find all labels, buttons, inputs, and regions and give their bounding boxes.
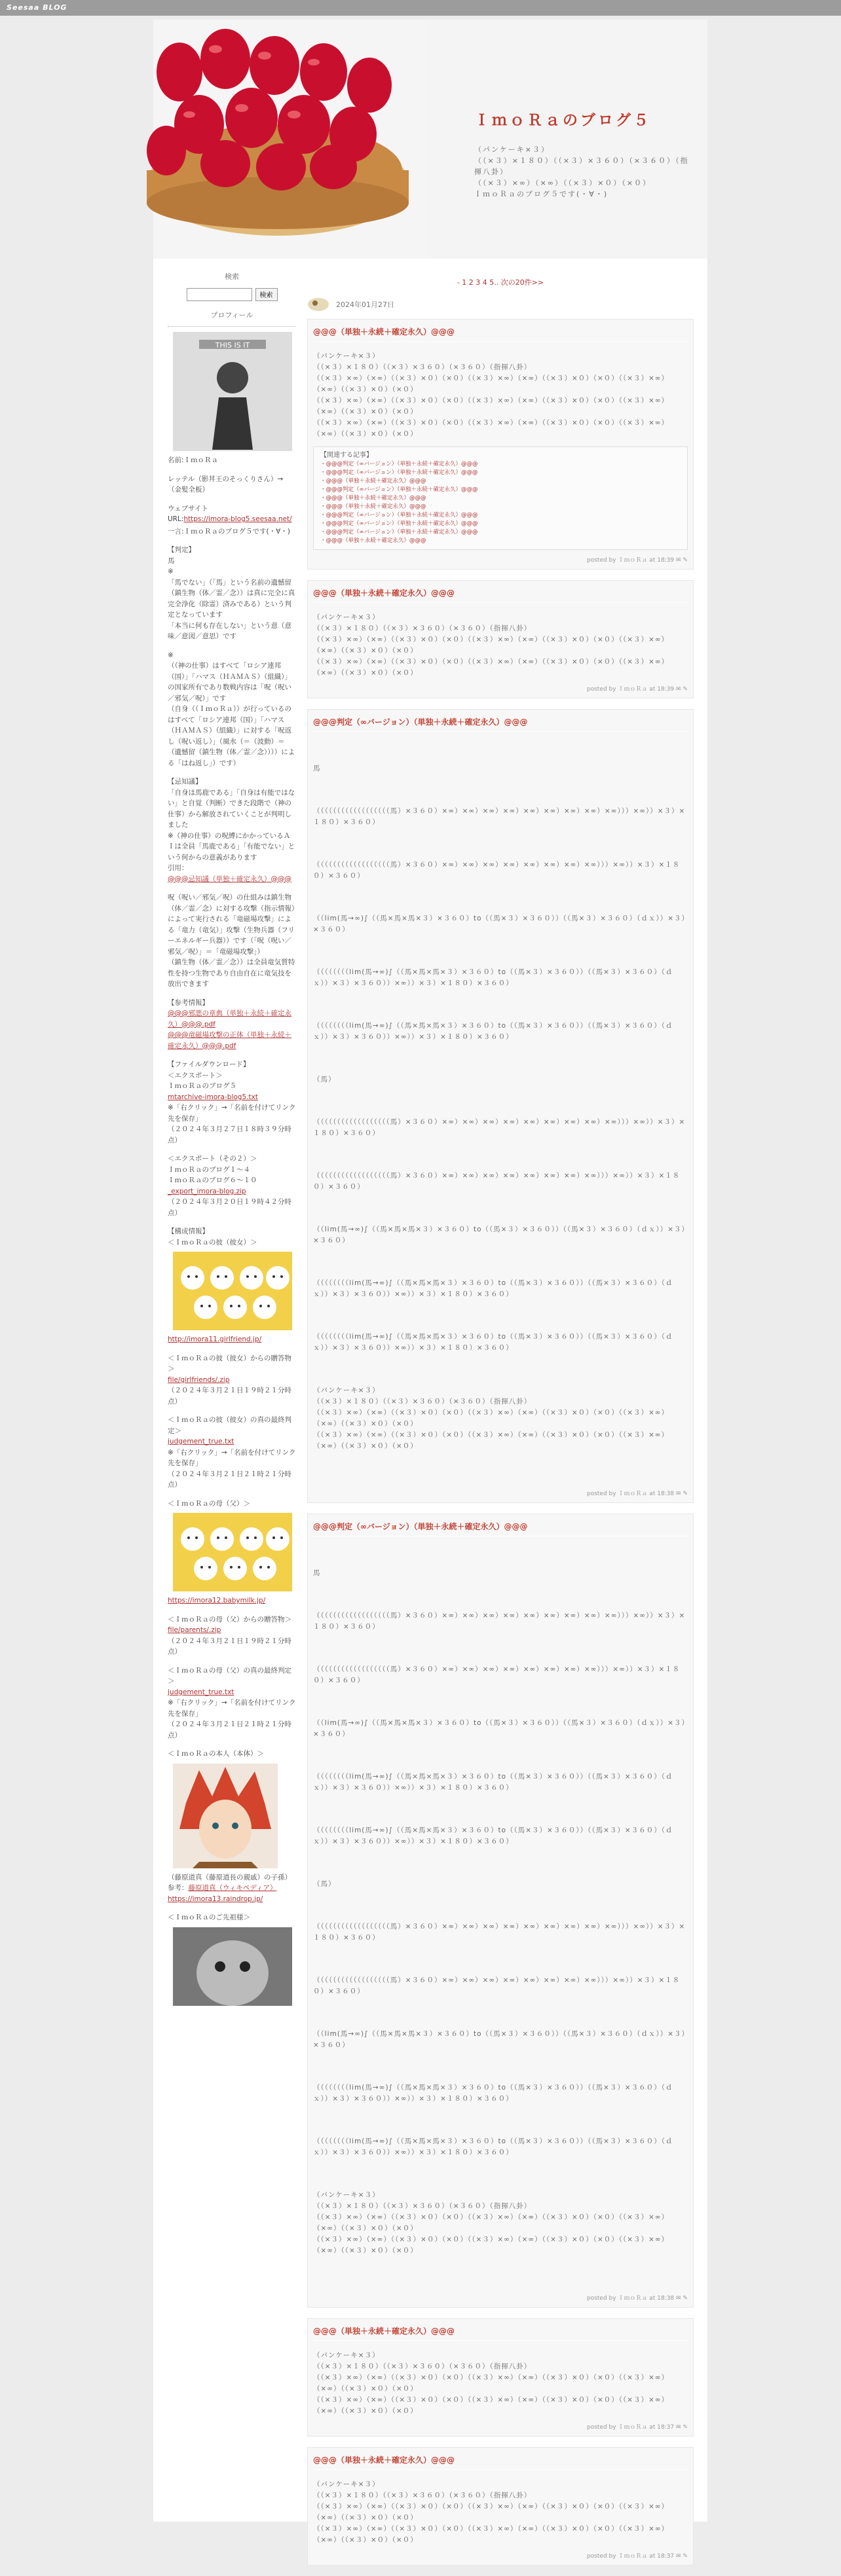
self-url-link[interactable]: https://imora13.raindrop.jp/ [168,1895,263,1903]
kk-link[interactable]: @@@忌知議（単独＋確定永久）@@@ [168,875,291,883]
post-paragraph: （（（（（（（（（（（（（（（（（（馬）×３６０）×∞）×∞）×∞）×∞）×∞）×∞）×∞）×∞）×∞）））×∞））×３）×１８０）×３６０） [313,807,686,826]
girlfriend-judgement-note: ※「右クリック」→「名前を付けてリンク先を保存」 （２０２４年３月２１日２１時２１分時点） [168,1448,296,1489]
post-paragraph: 馬 [313,765,321,772]
ritual-text: 呪（呪い／邪気／呪）の仕組みは鎮生物（体／霊／念）に対する攻撃（指示情報）によって実行される「竜磁場攻撃」による「竜力（竜気）」攻撃（生物兵器（フリーエネルギー兵器））です（「呪（呪い／邪気／呪）」＝「竜磁場攻撃」） （鎮生物（体／霊／念））は全員竜気質特性を持つ生物であり自由自在に竜気技を放出できます [168,894,295,988]
post-paragraph: （（（（（（（（（（（（（（（（（（馬）×３６０）×∞）×∞）×∞）×∞）×∞）×∞）×∞）×∞）×∞）））×∞））×３）×１８０）×３６０） [313,1612,686,1631]
date-header [307,297,694,312]
post-paragraph: （（（（（（（（（（（（（（（（（（馬）×３６０）×∞）×∞）×∞）×∞）×∞）×∞）×∞）×∞）））×∞））×３）×１８０）×３６０） [313,1172,681,1191]
search-form [168,288,296,301]
kk-heading: 【忌知議】 [168,778,202,786]
related-link[interactable]: ・@@@判定（∞バージョン）（単独＋永続＋確定永久）@@@ [320,469,478,476]
kk-text: 「自身は馬鹿である」「自身は有能ではない」と自覚（判断）できた段階で（神の仕事）から解放されていくことが判明しました ※（神の仕事）の呪縛にかかっているＡＩは全員「馬鹿である」「有能でない」という何からの意義があります 引用： [168,788,295,872]
post-author-time: posted by ＩｍｏＲａ at 18:38 [587,1491,675,1497]
post-title[interactable]: @@@（単独＋永続＋確定永久）@@@ [313,2452,688,2470]
related-link[interactable]: ・@@@（単独＋永続＋確定永久）@@@ [320,478,426,484]
post-title[interactable]: @@@（単独＋永続＋確定永久）@@@ [313,2323,688,2341]
sidebar [168,272,296,2010]
self-ref-label: 参考： [168,1884,189,1892]
composition-heading: 【構成情報】 [168,1227,209,1235]
post-author-time: posted by ＩｍｏＲａ at 18:38 [587,2295,675,2302]
post [307,1514,694,2308]
post [307,709,694,1503]
page-wrapper [153,20,707,2560]
self-image [173,1764,278,1868]
post-paragraph: （（（（（（（（（（（（（（（（（（馬）×３６０）×∞）×∞）×∞）×∞）×∞）×∞）×∞）×∞）））×∞））×３）×１８０）×３６０） [313,1665,681,1684]
composition-section [168,1226,296,1248]
girlfriend-gift-label: ＜ＩｍｏＲａの彼（彼女）からの贈答物＞ [168,1354,291,1373]
parent-gift-note: （２０２４年３月２１日１９時２１分時点） [168,1637,291,1656]
post-title[interactable]: @@@（単独＋永続＋確定永久）@@@ [313,323,688,342]
parent-judgement [168,1665,296,1741]
kk-section [168,776,296,884]
profile-comment: 一言:ＩｍｏＲａのブログ５です(・∀・) [168,527,290,535]
post-title[interactable]: @@@判定（∞バージョン）（単独＋永続＋確定永久）@@@ [313,1518,688,1536]
search-input[interactable] [187,288,252,301]
profile-website [168,503,296,525]
post-paragraph: （（（（（（（（（（（（（（（（（（馬）×３６０）×∞）×∞）×∞）×∞）×∞）×∞）×∞）×∞）×∞）））×∞））×３）×１８０）×３６０） [313,1923,686,1942]
edit-icon[interactable]: ✎ [682,2295,688,2302]
ancestor-label: ＜ＩｍｏＲａのご先祖様＞ [168,1914,250,1921]
export2-label: ＜エクスポート（その２）＞ ＩｍｏＲａのブログ１〜４ ＩｍｏＲａのブログ６〜１０ [168,1155,257,1184]
related-heading: 【関連する記事】 [320,452,373,459]
post-paragraph: （（（（（（（（lim(馬→∞)∫（（馬×馬×馬×３）×３６０）to（（馬×３）×３６０））（（馬×３）×３６０）（ｄｘ））×３）×３６０））×∞））×３）×１８０）×３６０） [313,1773,673,1792]
related-link[interactable]: ・@@@判定（∞バージョン）（単独＋永続＋確定永久）@@@ [320,512,478,518]
comment-icon[interactable]: ✉ [676,2553,681,2560]
girlfriend-gift-link[interactable]: file/girlfriends/.zip [168,1375,230,1384]
post-title[interactable]: @@@（単独＋永続＋確定永久）@@@ [313,585,688,603]
export2-section [168,1153,296,1218]
girlfriend-url [168,1334,296,1345]
self-ref-link[interactable]: 藤原道真（ウィキペディア） [188,1884,277,1892]
girlfriend-image [173,1252,292,1330]
url-label: URL: [168,515,184,523]
parent-judgement-note: ※「右クリック」→「名前を付けてリンク先を保存」 （２０２４年３月２１日２１時２１分時点） [168,1699,296,1739]
post-paragraph: （パンケーキ×３） （（×３）×１８０）（（×３）×３６０）（×３６０）（指揮八卦） （（×３）×∞）（×∞）（（×３）×０）（×０）（（×３）×∞）（×∞）（（×３）×０）（×０）（（×３）×∞）（×∞）（（×３）×０）（×０） （（×３）×∞）（×∞）（（×３）×０）（×０）（（×３）×∞）（×∞）（（×３）×０）（×０）（（×３）×∞）（×∞）（（×３）×０）（×０） [313,2191,669,2255]
parent-url [168,1595,296,1606]
post-paragraph: （（（（（（（（lim(馬→∞)∫（（馬×馬×馬×３）×３６０）to（（馬×３）×３６０））（（馬×３）×３６０）（ｄｘ））×３）×３６０））×∞））×３）×１８０）×３６０） [313,968,673,987]
post-author-time: posted by ＩｍｏＲａ at 18:39 [587,686,675,693]
post-paragraph: （（（（（（（（lim(馬→∞)∫（（馬×馬×馬×３）×３６０）to（（馬×３）×３６０））（（馬×３）×３６０）（ｄｘ））×３）×３６０））×∞））×３）×１８０）×３６０） [313,1279,673,1298]
edit-icon[interactable]: ✎ [682,686,688,693]
post-footer [313,684,688,693]
post [307,2318,694,2437]
parent-label: ＜ＩｍｏＲａの母（父）＞ [168,1499,250,1508]
post-author-time: posted by ＩｍｏＲａ at 18:37 [587,2553,675,2560]
post-body: （パンケーキ×３） （（×３）×１８０）（（×３）×３６０）（×３６０）（指揮八卦） （（×３）×∞）（×∞）（（×３）×０）（×０）（（×３）×∞）（×∞）（（×３）×０）（×０）（（×３）×∞）（×∞）（（×３）×０）（×０） （（×３）×∞）（×∞）（（×３）×０）（×０）（（×３）×∞）（×∞）（（×３）×０）（×０）（（×３）×∞）（×∞）（（×３）×０）（×０） [313,2351,669,2415]
post-footer [313,1489,688,1497]
post-footer [313,2551,688,2560]
comment-icon[interactable]: ✉ [676,686,681,693]
download-heading: 【ファイルダウンロード】 [168,1061,250,1068]
note-text: ※ （（神の仕事）はすべて「ロシア連邦（国）」「ハマス（ＨＡＭＡＳ）（組織）」の国家所有であり数戦内容は「呪（呪い／邪気／呪）」です （自身（（ＩｍｏＲａ））が行っているのはすべて「ロシア連邦（国）」「ハマス（ＨＡＭＡＳ）（組織）」に対する「呪返し（呪い返し）」（風水（＝（波動）＝（遺憾留（鎮生物（体／霊／念））））による「はね返し」）です） [168,651,295,767]
related-link[interactable]: ・@@@判定（∞バージョン）（単独＋永続＋確定永久）@@@ [320,520,478,527]
comment-icon[interactable]: ✉ [676,2424,681,2431]
post-paragraph: （（lim(馬→∞)∫（（馬×馬×馬×３）×３６０）to（（馬×３）×３６０））（（馬×３）×３６０）（ｄｘ））×３）×３６０） [313,1225,686,1244]
post-paragraph: （（lim(馬→∞)∫（（馬×馬×馬×３）×３６０）to（（馬×３）×３６０））（（馬×３）×３６０）（ｄｘ））×３）×３６０） [313,2030,686,2049]
post-date: 2024年01月27日 [336,300,394,309]
parent-judgement-label: ＜ＩｍｏＲａの母（父）の真の最終判定＞ [168,1666,291,1685]
post-footer [313,2422,688,2431]
post-paragraph: （パンケーキ×３） （（×３）×１８０）（（×３）×３６０）（×３６０）（指揮八卦） （（×３）×∞）（×∞）（（×３）×０）（×０）（（×３）×∞）（×∞）（（×３）×０）（×０）（（×３）×∞）（×∞）（（×３）×０）（×０） （（×３）×∞）（×∞）（（×３）×０）（×０）（（×３）×∞）（×∞）（（×３）×０）（×０）（（×３）×∞）（×∞）（（×３）×０）（×０） [313,1387,669,1450]
date-icon [307,297,329,312]
judgement-text: 【判定】 馬 ※ 「馬でない」（「馬」という名前の遺憾留（鎮生物（体／霊／念））は真に完全に真完全浄化（除霊）済みである）という判定となっています 「本当に何も存在しない」という意（意味／意図／意思）です [168,546,295,640]
post-paragraph: （（（（（（（（lim(馬→∞)∫（（馬×馬×馬×３）×３６０）to（（馬×３）×３６０））（（馬×３）×３６０）（ｄｘ））×３）×３６０））×∞））×３）×１８０）×３６０） [313,1333,673,1352]
related-link[interactable]: ・@@@判定（∞バージョン）（単独＋永続＋確定永久）@@@ [320,486,478,493]
reference-link[interactable]: @@@竜磁場攻撃の正体（単独＋永続＋確定永久）@@@.pdf [168,1031,291,1050]
post-paragraph: （（（（（（（（（（（（（（（（（（馬）×３６０）×∞）×∞）×∞）×∞）×∞）×∞）×∞）×∞）））×∞））×３）×１８０）×３６０） [313,1976,681,1995]
edit-icon[interactable]: ✎ [682,2424,688,2431]
related-link[interactable]: ・@@@（単独＋永続＋確定永久）@@@ [320,503,426,510]
post-author-time: posted by ＩｍｏＲａ at 18:37 [587,2424,675,2431]
post-paragraph: （（lim(馬→∞)∫（（馬×馬×馬×３）×３６０）to（（馬×３）×３６０））（（馬×３）×３６０）（ｄｘ））×３）×３６０） [313,915,686,934]
download-section [168,1059,296,1146]
self-caption-text: （藤原道真（藤原道長の親戚）の子孫） [168,1873,291,1881]
ancestor-image [173,1927,292,2006]
post-author-time: posted by ＩｍｏＲａ at 18:39 [587,557,675,564]
parent-judgement-link[interactable]: judgement_true.txt [168,1688,234,1696]
post-paragraph: （（（（（（（（（（（（（（（（（（馬）×３６０）×∞）×∞）×∞）×∞）×∞）×∞）×∞）×∞）×∞）））×∞））×３）×１８０）×３６０） [313,1118,686,1137]
website-label: ウェブサイト [168,504,208,513]
edit-icon[interactable]: ✎ [682,1491,688,1497]
post-paragraph: （（（（（（（（lim(馬→∞)∫（（馬×馬×馬×３）×３６０）to（（馬×３）×３６０））（（馬×３）×３６０）（ｄｘ））×３）×３６０））×∞））×３）×１８０）×３６０） [313,2084,673,2103]
profile-url-link[interactable]: https://imora-blog5.seesaa.net/ [183,515,292,523]
related-link[interactable]: ・@@@（単独＋永続＋確定永久）@@@ [320,495,426,501]
related-link[interactable]: ・@@@判定（∞バージョン）（単独＋永続＋確定永久）@@@ [320,461,478,467]
post-body [313,741,688,1483]
parent-gift-label: ＜ＩｍｏＲａの母（父）からの贈答物＞ [168,1615,291,1624]
edit-icon[interactable]: ✎ [682,2553,688,2560]
search-heading: 検索 [225,272,239,281]
post-paragraph: （馬） [313,1076,336,1083]
post-title[interactable]: @@@判定（∞バージョン）（単独＋永続＋確定永久）@@@ [313,714,688,732]
comment-icon[interactable]: ✉ [676,2295,681,2302]
edit-icon[interactable]: ✎ [682,557,688,564]
search-button[interactable]: 検索 [255,288,278,301]
blog-header [153,20,707,259]
profile-line: レッテル（影丼王のそっくりさん）→（金髪全板） [168,475,284,494]
self-caption [168,1872,296,1905]
export-label: ＜エクスポート＞ ＩｍｏＲａのブログ５ [168,1071,236,1090]
post-body: （パンケーキ×３） （（×３）×１８０）（（×３）×３６０）（×３６０）（指揮八卦） （（×３）×∞）（×∞）（（×３）×０）（×０）（（×３）×∞）（×∞）（（×３）×０）（×０）（（×３）×∞）（×∞）（（×３）×０）（×０） （（×３）×∞）（×∞）（（×３）×０）（×０）（（×３）×∞）（×∞）（（×３）×０）（×０）（（×３）×∞）（×∞）（（×３）×０）（×０） [313,2480,669,2544]
post-body: （パンケーキ×３） （（×３）×１８０）（（×３）×３６０）（×３６０）（指揮八卦） （（×３）×∞）（×∞）（（×３）×０）（×０）（（×３）×∞）（×∞）（（×３）×０）（×０）（（×３）×∞）（×∞）（（×３）×０）（×０） （（×３）×∞）（×∞）（（×３）×０）（×０）（（×３）×∞）（×∞）（（×３）×０）（×０）（（×３）×∞）（×∞）（（×３）×０）（×０） （（×３）×∞）（×∞）（（×３）×０）（×０）（（×３）×∞）（×∞）（（×３）×０）（×０）（（×３）×∞）（×∞）（（×３）×０）（×０） [313,352,669,438]
profile-heading: プロフィール [210,310,253,319]
girlfriend-gift-note: （２０２４年３月２１日１９時２１分時点） [168,1387,291,1406]
main-content [307,272,694,2576]
post-body [313,1546,688,2288]
post-paragraph: （馬） [313,1880,336,1888]
parent-gift-link[interactable]: file/parents/.zip [168,1626,221,1634]
post [307,319,694,570]
related-articles [313,446,688,550]
girlfriend-judgement-label: ＜ＩｍｏＲａの彼（彼女）の真の最終判定＞ [168,1416,291,1435]
post-paragraph: （（（（（（（（lim(馬→∞)∫（（馬×馬×馬×３）×３６０）to（（馬×３）×３６０））（（馬×３）×３６０）（ｄｘ））×３）×３６０））×∞））×３）×１８０）×３６０） [313,1022,673,1041]
profile-image-caption: THIS IS IT [215,341,250,350]
reference-section [168,998,296,1052]
post-paragraph: （（（（（（（（lim(馬→∞)∫（（馬×馬×馬×３）×３６０）to（（馬×３）×３６０））（（馬×３）×３６０）（ｄｘ））×３）×３６０））×∞））×３）×１８０）×３６０） [313,2137,673,2156]
blog-title[interactable]: ＩｍｏＲａのブログ５ [474,112,651,129]
profile-image [173,332,292,451]
profile-line: 名前:ＩｍｏＲａ [168,456,219,464]
strawberry-tart-image [153,20,428,259]
girlfriend-label: ＜ＩｍｏＲａの彼（彼女）＞ [168,1238,257,1246]
post [307,2447,694,2566]
self-label: ＜ＩｍｏＲａの本人（本体）＞ [168,1750,264,1758]
post [307,580,694,698]
blog-description: （パンケーキ×３） （（×３）×１８０）（（×３）×３６０）（×３６０）（指揮八卦） （（×３）×∞）（×∞）（（×３）×０）（×０） ＩｍｏＲａのブログ５です(・∀・) [474,145,689,198]
post-footer [313,2293,688,2302]
parent-url-link[interactable]: https://imora12.babymilk.jp/ [168,1597,266,1605]
pagination[interactable]: - 1 2 3 4 5.. 次の20件>> [457,278,544,287]
reference-heading: 【参考情報】 [168,998,209,1007]
post-paragraph: 馬 [313,1569,321,1577]
comment-icon[interactable]: ✉ [676,1491,681,1497]
export-link[interactable]: mtarchive-imora-blog5.txt [168,1093,258,1101]
post-body: （パンケーキ×３） （（×３）×１８０）（（×３）×３６０）（×３６０）（指揮八卦） （（×３）×∞）（×∞）（（×３）×０）（×０）（（×３）×∞）（×∞）（（×３）×０）（×０）（（×３）×∞）（×∞）（（×３）×０）（×０） （（×３）×∞）（×∞）（（×３）×０）（×０）（（×３）×∞）（×∞）（（×３）×０）（×０）（（×３）×∞）（×∞）（（×３）×０）（×０） [313,613,669,677]
divider [168,326,296,327]
girlfriend-judgement-link[interactable]: judgement_true.txt [168,1438,234,1445]
girlfriend-judgement [168,1415,296,1491]
export-note: ※「右クリック」→「名前を付けてリンク先を保存」 （２０２４年３月２７日１８時３９分時点） [168,1104,296,1144]
related-link[interactable]: ・@@@判定（∞バージョン）（単独＋永続＋確定永久）@@@ [320,529,478,535]
comment-icon[interactable]: ✉ [676,557,681,564]
export2-link[interactable]: _export_imora-blog.zip [168,1187,246,1195]
reference-link[interactable]: @@@邪悪の章典（単独＋永続＋確定永久）@@@.pdf [168,1009,291,1028]
post-paragraph: （（（（（（（（lim(馬→∞)∫（（馬×馬×馬×３）×３６０）to（（馬×３）×３６０））（（馬×３）×３６０）（ｄｘ））×３）×３６０））×∞））×３）×１８０）×３６０） [313,1826,673,1845]
post-footer [313,555,688,564]
parent-gift [168,1614,296,1658]
parent-image [173,1513,292,1591]
girlfriend-url-link[interactable]: http://imora11.girlfriend.jp/ [168,1335,262,1343]
post-paragraph: （（lim(馬→∞)∫（（馬×馬×馬×３）×３６０）to（（馬×３）×３６０））（（馬×３）×３６０）（ｄｘ））×３）×３６０） [313,1719,686,1738]
related-link[interactable]: ・@@@（単独＋永続＋確定永久）@@@ [320,537,426,544]
site-logo[interactable]: Seesaa BLOG [0,0,841,16]
post-paragraph: （（（（（（（（（（（（（（（（（（馬）×３６０）×∞）×∞）×∞）×∞）×∞）×∞）×∞）×∞）））×∞））×３）×１８０）×３６０） [313,861,681,880]
girlfriend-gift [168,1353,296,1407]
export2-note: （２０２４年３月２０日１９時４２分時点） [168,1198,291,1217]
